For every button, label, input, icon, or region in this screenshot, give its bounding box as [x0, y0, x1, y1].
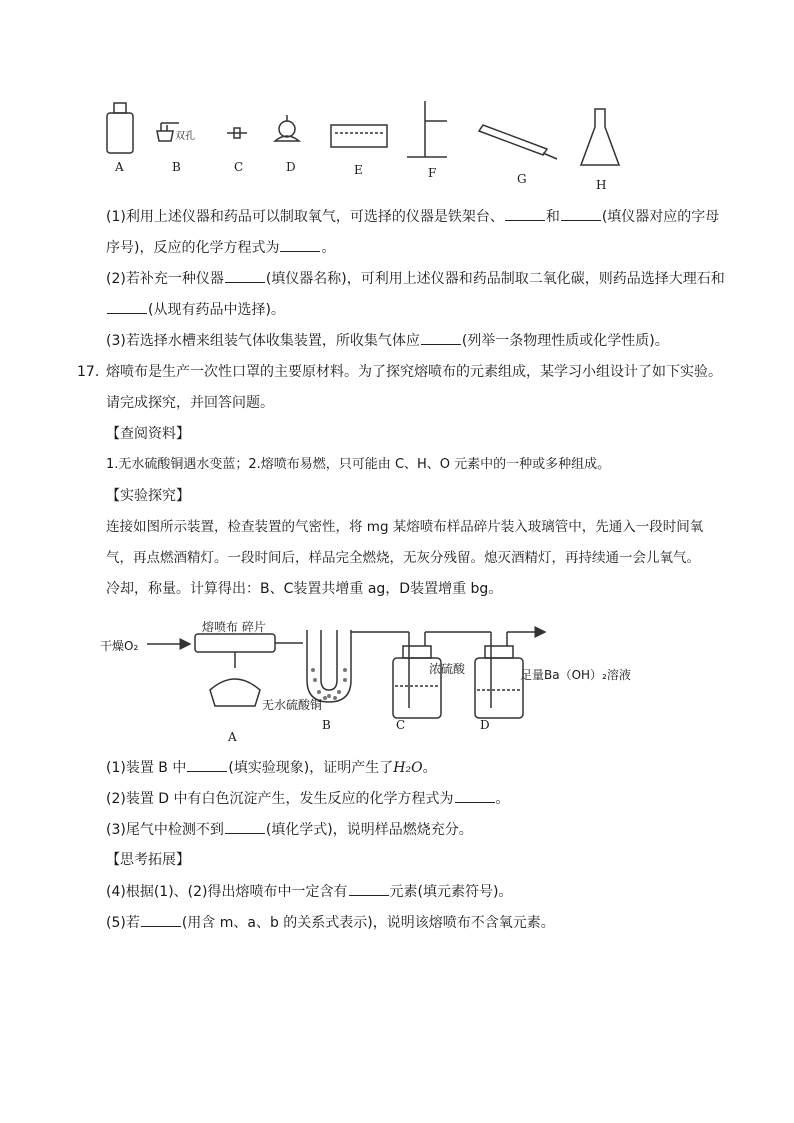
answer-blank [187, 757, 227, 772]
bottle-d [475, 658, 523, 718]
section-heading-extension: 【思考拓展】 [106, 852, 190, 868]
instrument-label-e: E [354, 163, 363, 177]
answer-blank [225, 819, 265, 834]
instrument-d-lamp [275, 115, 299, 141]
answer-blank [141, 912, 181, 927]
h2so4-label: 浓硫酸 [429, 662, 466, 676]
baoh-label: 足量Ba（OH）₂溶液 [520, 668, 631, 682]
q17-part1: (1)装置 B 中 (填实验现象)，证明产生了H₂O。 [106, 757, 437, 778]
instrument-e-trough [331, 125, 387, 147]
q16-part1-line1: (1)利用上述仪器和药品可以制取氧气，可选择的仪器是铁架台、 和 (填仪器对应的字母 [106, 206, 719, 227]
answer-blank [349, 881, 389, 896]
answer-blank [225, 268, 265, 283]
answer-blank [561, 206, 601, 221]
u-tube [307, 630, 351, 702]
answer-blank [280, 237, 320, 252]
q16-part1-line2: 序号)，反应的化学方程式为 。 [106, 237, 335, 258]
q17-part5: (5)若 (用含 m、a、b 的关系式表示)，说明该熔喷布不含氧元素。 [106, 912, 555, 933]
instrument-label-a: A [115, 160, 124, 174]
instrument-h-flask [581, 109, 619, 165]
instrument-label-c: C [234, 160, 244, 174]
q17-intro-line2: 请完成探究，并回答问题。 [106, 395, 274, 411]
sample-label: 熔喷布 碎片 [202, 620, 266, 634]
answer-blank [421, 330, 461, 345]
q17-part3: (3)尾气中检测不到 (填化学式)，说明样品燃烧充分。 [106, 819, 473, 840]
instrument-label-h: H [596, 178, 607, 192]
q17-number: 17. [77, 364, 100, 380]
instrument-label-b: B [172, 160, 181, 174]
instrument-b-tag: 双孔 [175, 131, 195, 142]
instrument-a-bottle [107, 103, 133, 153]
alcohol-lamp [210, 679, 260, 706]
q16-part3: (3)若选择水槽来组装气体收集装置，所收集气体应 (列举一条物理性质或化学性质)。 [106, 330, 669, 351]
instrument-label-f: F [428, 166, 437, 180]
section-heading-reference: 【查阅资料】 [106, 426, 190, 442]
section-heading-experiment: 【实验探究】 [106, 488, 190, 504]
q17-part2: (2)装置 D 中有白色沉淀产生，发生反应的化学方程式为 。 [106, 788, 510, 809]
o2-label: 干燥O₂ [100, 639, 139, 653]
answer-blank [107, 299, 147, 314]
instrument-label-d: D [286, 160, 296, 174]
apparatus-label-a: A [228, 730, 237, 744]
cuso4-label: 无水硫酸铜 [262, 698, 323, 712]
apparatus-label-b: B [322, 718, 331, 732]
instruments-figure [95, 95, 655, 195]
q16-part2-line1: (2)若补充一种仪器 (填仪器名称)，可利用上述仪器和药品制取二氧化碳，则药品选择大理石和 [106, 268, 725, 289]
instrument-g-tube [479, 125, 557, 159]
q17-intro-line1: 熔喷布是生产一次性口罩的主要原材料。为了探究熔喷布的元素组成，某学习小组设计了如下实验。 [106, 364, 722, 380]
answer-blank [505, 206, 545, 221]
q17-part4: (4)根据(1)、(2)得出熔喷布中一定含有 元素(填元素符号)。 [106, 881, 512, 902]
instrument-label-g: G [517, 172, 527, 186]
instrument-c-connector [227, 128, 247, 138]
apparatus-label-c: C [396, 718, 406, 732]
experiment-line3: 冷却，称量。计算得出：B、C装置共增重 ag，D装置增重 bg。 [106, 581, 503, 597]
instrument-f-stand [407, 101, 447, 157]
answer-blank [455, 788, 495, 803]
apparatus-label-d: D [480, 718, 490, 732]
reference-info: 1.无水硫酸铜遇水变蓝；2.熔喷布易燃，只可能由 C、H、O 元素中的一种或多种组成。 [106, 457, 611, 472]
q16-part2-line2: (从现有药品中选择)。 [106, 299, 285, 320]
experiment-line1: 连接如图所示装置，检查装置的气密性，将 mg 某熔喷布样品碎片装入玻璃管中，先通入一段时间氧 [106, 519, 704, 535]
experiment-line2: 气，再点燃酒精灯。一段时间后，样品完全燃烧，无灰分残留。熄灭酒精灯，再持续通一会儿氧气。 [106, 550, 700, 566]
